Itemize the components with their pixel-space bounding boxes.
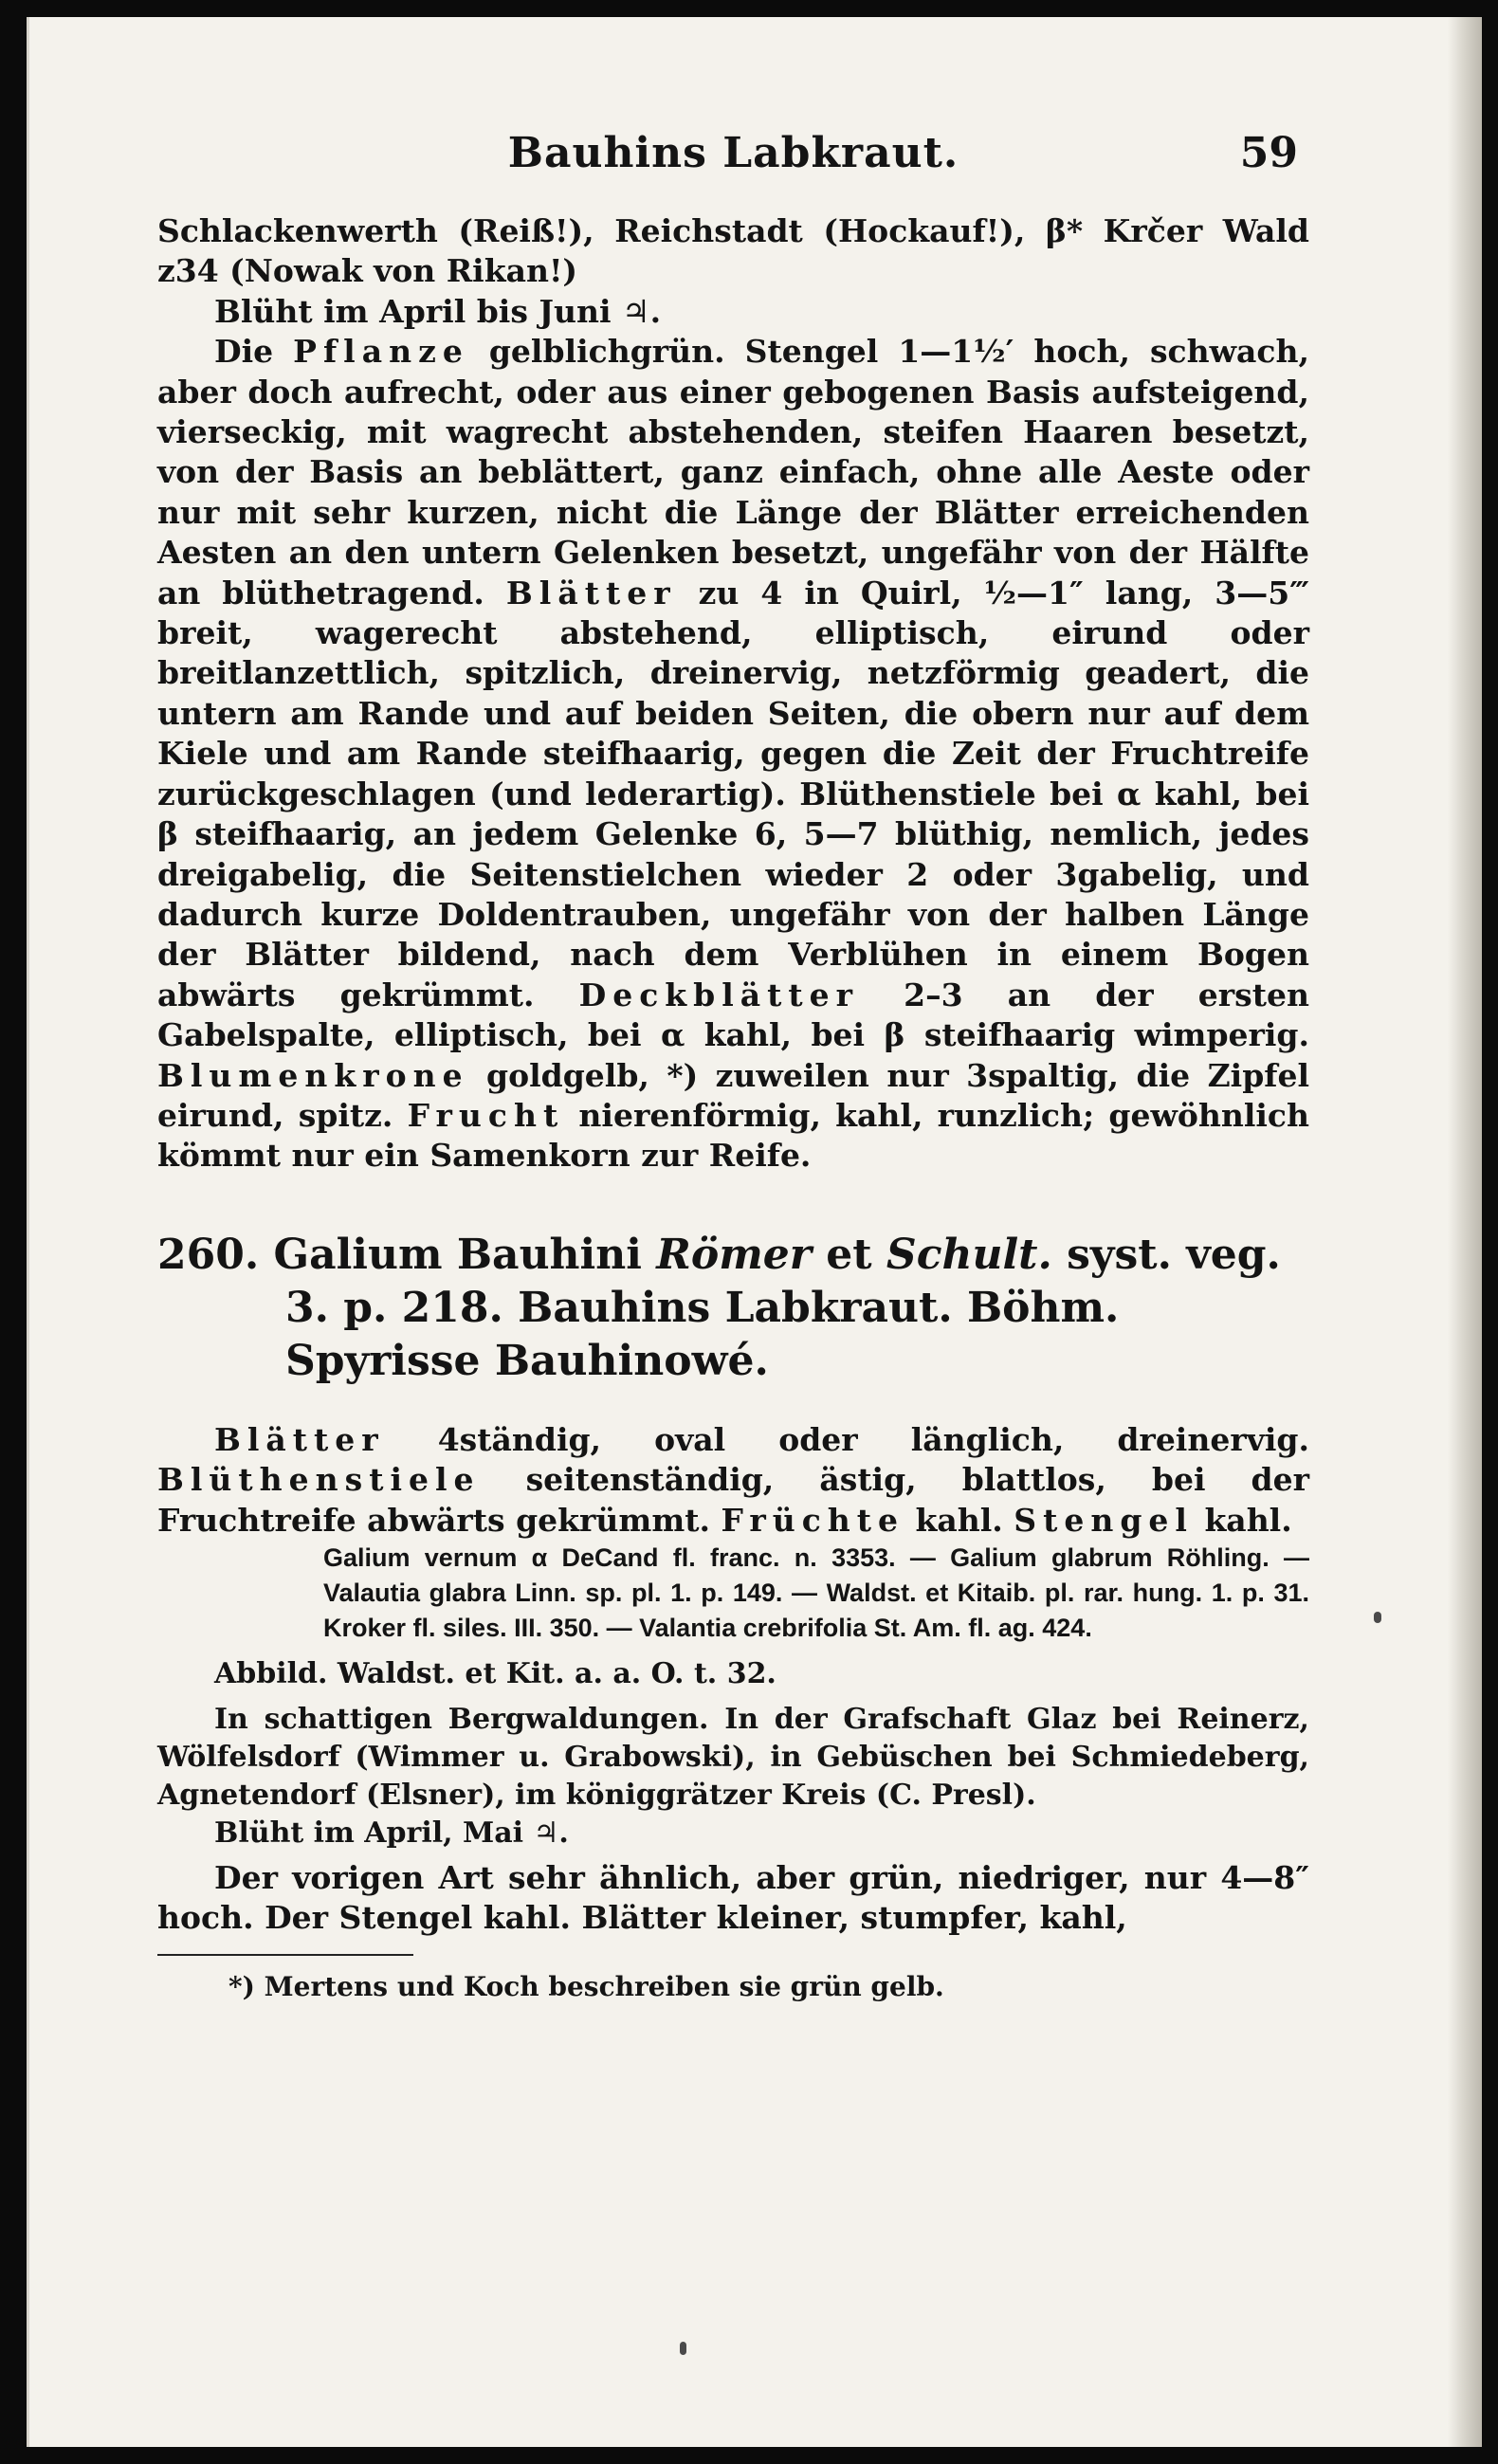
text-run: zu 4 in Quirl, ½—1″ lang, 3—5‴ breit, wagerecht abstehend, elliptisch, eirund oder breitlanzettlich, spitzlich, dreinervig, netzförmig geadert, die untern am Rande und auf beiden Seiten, die obern nur auf dem Kiele und am Rande steifhaarig, gegen die Zeit der Fruchtreife zurückgeschlagen (und lederartig). Blüthenstiele bei α kahl, bei β steifhaarig, an jedem Gelenke 6, 5—7 blüthig, nemlich, jedes dreigabelig, die Seitenstielchen wieder 2 oder 3gabelig, und dadurch kurze Doldentrauben, ungefähr von der halben Länge der Blätter bildend, nach dem Verblühen in einem Bogen abwärts gekrümmt. [157, 574, 1309, 1013]
synonyms-block: Galium vernum α DeCand fl. franc. n. 3353. — Galium glabrum Röhling. — Valautia glabra Linn. sp. pl. 1. p. 149. — Waldst. et Kitaib. pl. rar. hung. 1. p. 31. Kroker fl. siles. III. 350. — Valantia crebrifolia St. Am. fl. ag. 424. [323, 1542, 1309, 1642]
spaced-term: Blumenkrone [157, 1056, 469, 1094]
comparison-text: Der vorigen Art sehr ähnlich, aber grün, niedriger, nur 4—8″ hoch. Der Stengel kahl. Blätter kleiner, stumpfer, kahl, [157, 1858, 1309, 1937]
flowering-time: Blüht im April, Mai ♃. [214, 1816, 569, 1850]
page-body [157, 211, 1309, 2005]
figure-reference: Abbild. Waldst. et Kit. a. a. O. t. 32. [214, 1656, 776, 1690]
text-run: nierenförmig, kahl, runzlich; gewöhnlich kömmt nur ein Samenkorn zur Reife. [157, 1096, 1310, 1175]
page-edge-shadow [1448, 17, 1482, 2447]
text-run: seitenständig, ästig, blattlos, bei der Fruchtreife abwärts gekrümmt. [157, 1461, 1309, 1539]
page-number: 59 [1239, 129, 1298, 177]
diagnosis-paragraph [157, 1420, 1309, 1541]
species-author: Schult. [886, 1230, 1052, 1279]
spaced-term: Pflanze [293, 333, 469, 371]
spacer [157, 1646, 1309, 1655]
paper-speck [680, 2342, 686, 2355]
description-paragraph [157, 332, 1309, 1177]
spaced-term: Früchte [721, 1501, 905, 1539]
locality-text: Schlackenwerth (Reiß!), Reichstadt (Hockauf!), β* Krčer Wald z34 (Nowak von Rikan!) [157, 212, 1309, 290]
species-number: 260. [157, 1230, 260, 1279]
spaced-term: Blätter [214, 1420, 385, 1458]
spaced-term: Stengel [1014, 1501, 1194, 1539]
spacer [157, 1177, 1309, 1229]
paper-speck [1374, 1612, 1381, 1623]
habitat-text: In schattigen Bergwaldungen. In der Grafschaft Glaz bei Reinerz, Wölfelsdorf (Wimmer u. Grabowski), in Gebüschen bei Schmiedeberg, Agnetendorf (Elsner), im königgrätzer Kreis (C. Presl). [157, 1702, 1309, 1812]
spacer [157, 1693, 1309, 1701]
species-author: Römer [656, 1230, 812, 1279]
spacer [157, 1388, 1309, 1420]
footnote-rule [157, 1954, 413, 1956]
text-run: gelblichgrün. Stengel 1—1½′ hoch, schwach, aber doch aufrecht, oder aus einer gebogenen Basis aufsteigend, vierseckig, mit wagrecht abstehenden, steifen Haaren besetzt, von der Basis an beblättert, ganz einfach, ohne alle Aeste oder nur mit sehr kurzen, nicht die Länge der Blätter erreichenden Aesten an den untern Gelenken besetzt, ungefähr von der Hälfte an blüthetragend. [157, 333, 1309, 611]
book-page [27, 17, 1482, 2447]
text-run: 4ständig, oval oder länglich, dreinervig. [384, 1420, 1309, 1458]
spaced-term: Blüthenstiele [157, 1461, 481, 1499]
footnote: *) Mertens und Koch beschreiben sie grün gelb. [228, 1970, 944, 2002]
running-title: Bauhins Labkraut. [507, 129, 959, 177]
text-run: et [811, 1230, 886, 1279]
flowering-time: Blüht im April bis Juni ♃. [214, 292, 662, 330]
page-header [157, 129, 1309, 186]
text-run: kahl. [904, 1501, 1014, 1539]
species-reference: syst. veg. 3. p. 218. Bauhins Labkraut. Böhm. Spyrisse Bauhinowé. [285, 1230, 1281, 1385]
species-name: Galium Bauhini [259, 1230, 657, 1279]
spaced-term: Blätter [505, 574, 677, 611]
text-run: kahl. [1193, 1501, 1292, 1539]
text-run: Die [214, 333, 294, 371]
text-run: 2–3 an der ersten Gabelspalte, elliptisch, bei α kahl, bei β steifhaarig wimperig. [157, 976, 1309, 1054]
text-run: goldgelb, *) zuweilen nur 3spaltig, die Zipfel eirund, spitz. [157, 1056, 1309, 1134]
spaced-term: Deckblätter [578, 976, 860, 1013]
species-heading [157, 1229, 1309, 1388]
spaced-term: Frucht [407, 1096, 565, 1134]
